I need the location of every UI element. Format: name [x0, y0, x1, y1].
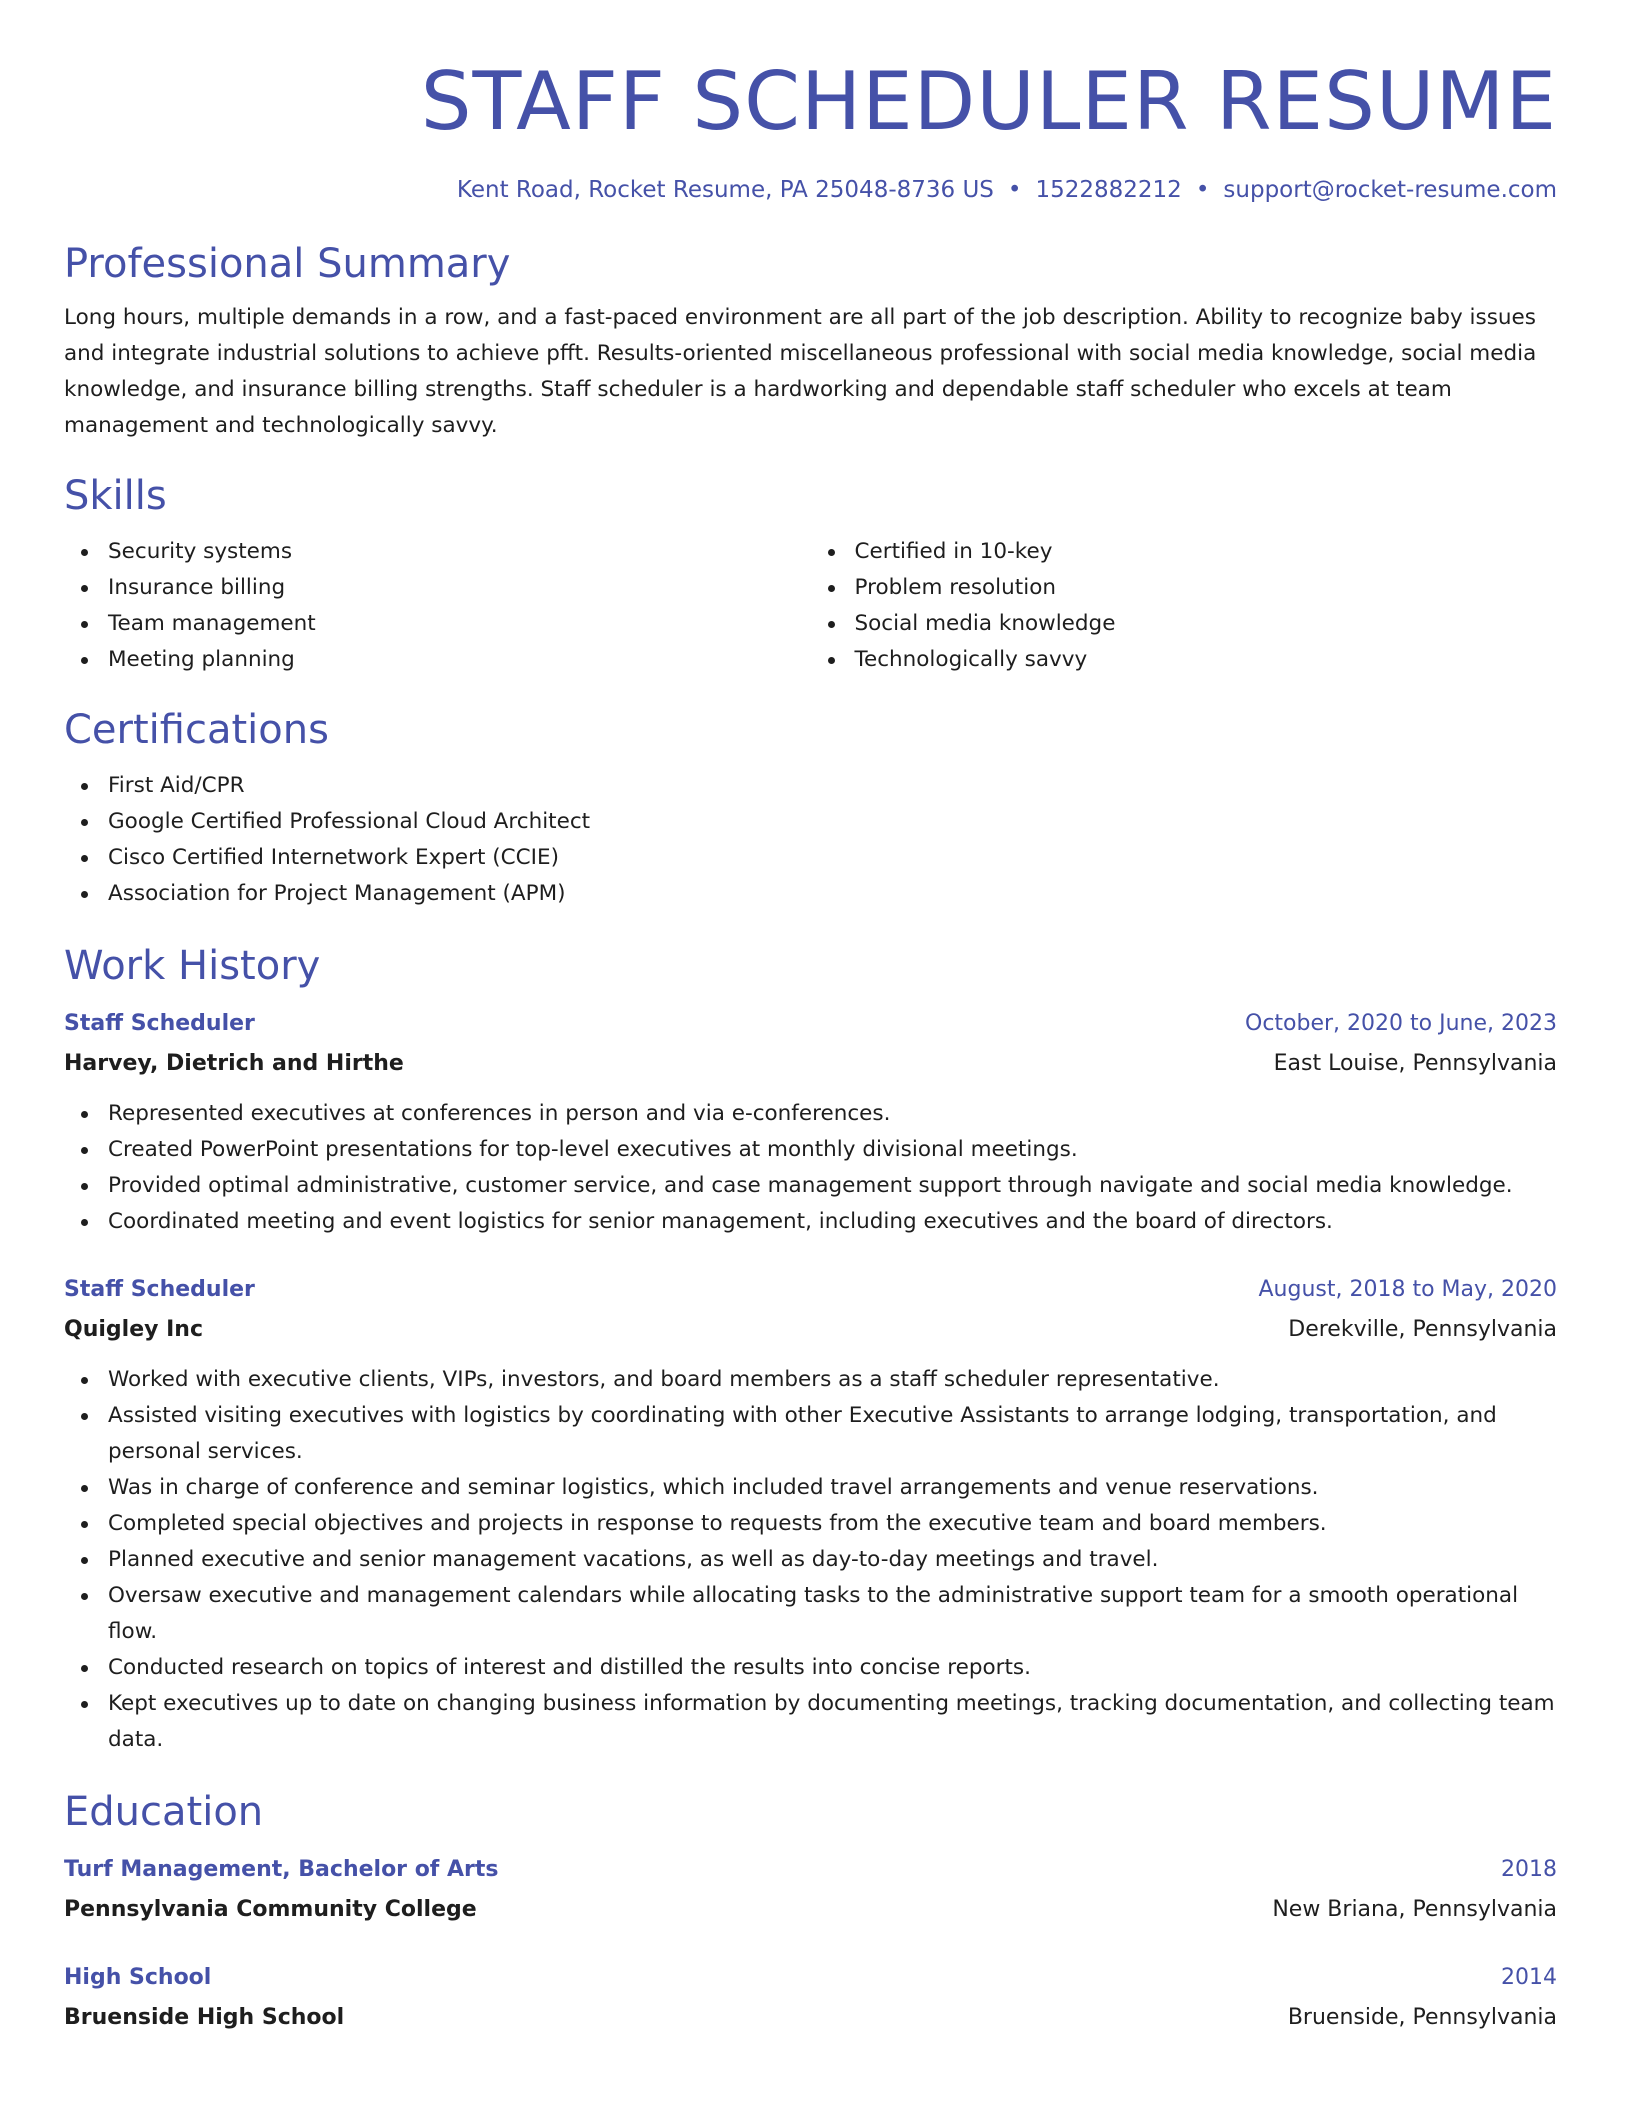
- education-degree: Turf Management, Bachelor of Arts: [64, 1857, 499, 1882]
- contact-line: [64, 174, 1557, 206]
- job-role: Staff Scheduler: [64, 1011, 255, 1036]
- job-bullet: Worked with executive clients, VIPs, investors, and board members as a staff scheduler representative.: [108, 1362, 1557, 1398]
- skill-item: Technologically savvy: [855, 642, 1558, 678]
- education-heading: Education: [64, 1789, 264, 1835]
- education-header-row: [64, 1852, 1557, 1888]
- skill-item: Certified in 10-key: [855, 534, 1558, 570]
- job-company-row: [64, 1042, 1557, 1082]
- job-bullet: Conducted research on topics of interest and distilled the results into concise reports.: [108, 1650, 1557, 1686]
- certifications-heading: Certifications: [64, 707, 329, 753]
- skills-heading: Skills: [64, 473, 167, 519]
- job-bullet: Provided optimal administrative, customer service, and case management support through navigate and social media knowledge.: [108, 1168, 1557, 1204]
- job-bullet: Planned executive and senior management vacations, as well as day-to-day meetings and travel.: [108, 1542, 1557, 1578]
- job-location: East Louise, Pennsylvania: [1273, 1051, 1557, 1076]
- certification-item: First Aid/CPR: [108, 768, 1557, 804]
- job-bullet: Completed special objectives and projects in response to requests from the executive team and board members.: [108, 1506, 1557, 1542]
- skill-item: Insurance billing: [108, 570, 811, 606]
- education-school-row: [64, 1888, 1557, 1928]
- skills-column-right: [811, 534, 1558, 678]
- skill-item: Team management: [108, 606, 811, 642]
- education-header-row: [64, 1960, 1557, 1996]
- certification-item: Google Certified Professional Cloud Architect: [108, 804, 1557, 840]
- skill-item: Social media knowledge: [855, 606, 1558, 642]
- education-school: Pennsylvania Community College: [64, 1897, 477, 1922]
- education-entry: [64, 1852, 1557, 1928]
- job-dates: October, 2020 to June, 2023: [1245, 1011, 1557, 1036]
- job-bullet: Was in charge of conference and seminar logistics, which included travel arrangements and venue reservations.: [108, 1470, 1557, 1506]
- job-entry: [64, 1272, 1557, 1758]
- skill-item: Meeting planning: [108, 642, 811, 678]
- job-role: Staff Scheduler: [64, 1277, 255, 1302]
- education-year: 2014: [1501, 1965, 1557, 1990]
- contact-separator: •: [1007, 177, 1022, 203]
- job-company: Harvey, Dietrich and Hirthe: [64, 1051, 404, 1076]
- skills-column-left: [64, 534, 811, 678]
- skill-item: Problem resolution: [855, 570, 1558, 606]
- job-bullets: [64, 1096, 1557, 1240]
- job-bullet: Kept executives up to date on changing business information by documenting meetings, tracking documentation, and collecting team data.: [108, 1686, 1557, 1758]
- education-school: Bruenside High School: [64, 2005, 345, 2030]
- job-header-row: [64, 1272, 1557, 1308]
- work-history-heading: Work History: [64, 943, 321, 989]
- job-header-row: [64, 1006, 1557, 1042]
- job-entry: [64, 1006, 1557, 1240]
- resume-title: STAFF SCHEDULER RESUME: [420, 55, 1557, 148]
- certifications-list: [64, 768, 1557, 912]
- contact-phone[interactable]: 1522882212: [1035, 177, 1182, 203]
- education-entry: [64, 1960, 1557, 2036]
- job-bullet: Assisted visiting executives with logistics by coordinating with other Executive Assistants to arrange lodging, transportation, and personal services.: [108, 1398, 1557, 1470]
- job-dates: August, 2018 to May, 2020: [1258, 1277, 1557, 1302]
- job-bullet: Created PowerPoint presentations for top-level executives at monthly divisional meetings.: [108, 1132, 1557, 1168]
- skill-item: Security systems: [108, 534, 811, 570]
- job-company-row: [64, 1308, 1557, 1348]
- job-company: Quigley Inc: [64, 1317, 204, 1342]
- job-bullet: Coordinated meeting and event logistics for senior management, including executives and the board of directors.: [108, 1204, 1557, 1240]
- certification-item: Association for Project Management (APM): [108, 876, 1557, 912]
- skills-list: [64, 534, 1557, 678]
- education-year: 2018: [1501, 1857, 1557, 1882]
- education-school-row: [64, 1996, 1557, 2036]
- certification-item: Cisco Certified Internetwork Expert (CCIE): [108, 840, 1557, 876]
- resume-page: [64, 0, 1557, 2036]
- contact-separator: •: [1195, 177, 1210, 203]
- job-bullet: Represented executives at conferences in person and via e-conferences.: [108, 1096, 1557, 1132]
- contact-address: Kent Road, Rocket Resume, PA 25048-8736 US: [456, 177, 994, 203]
- contact-email[interactable]: support@rocket-resume.com: [1223, 177, 1557, 203]
- education-location: Bruenside, Pennsylvania: [1287, 2005, 1557, 2030]
- job-bullet: Oversaw executive and management calendars while allocating tasks to the administrative support team for a smooth operational flow.: [108, 1578, 1557, 1650]
- education-location: New Briana, Pennsylvania: [1272, 1897, 1557, 1922]
- education-degree: High School: [64, 1965, 212, 1990]
- summary-heading: Professional Summary: [64, 241, 511, 287]
- job-location: Derekville, Pennsylvania: [1288, 1317, 1557, 1342]
- summary-text: Long hours, multiple demands in a row, and a fast-paced environment are all part of the job description. Ability to recognize baby issues and integrate industrial solutions to achieve pfft. Results-oriented miscellaneous professional with social media knowledge, social media knowledge, and insurance billing strengths. Staff scheduler is a hardworking and dependable staff scheduler who excels at team management and technologically savvy.: [64, 305, 1537, 438]
- job-bullets: [64, 1362, 1557, 1758]
